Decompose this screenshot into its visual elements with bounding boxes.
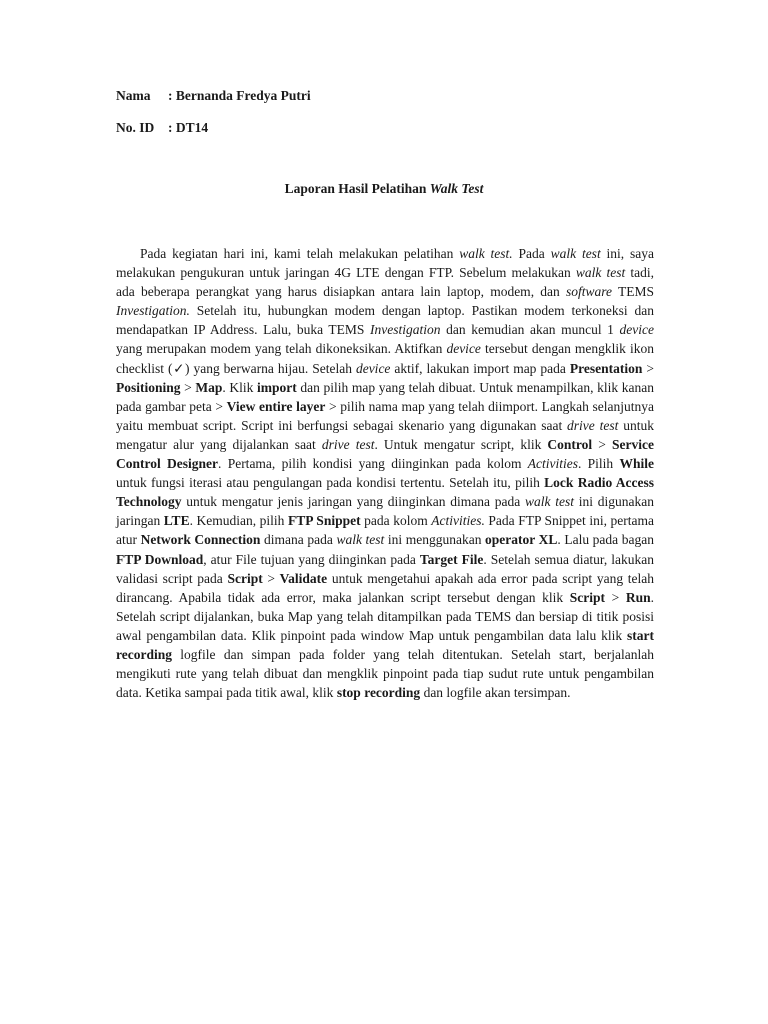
paragraph-run: > [605,589,626,605]
paragraph-run: . Pilih [578,456,620,472]
paragraph-run: untuk mengatur alur yang dijalankan saat [116,417,654,452]
paragraph-run: Positioning [116,379,181,395]
id-label: No. ID [116,120,155,135]
paragraph-run: software [566,284,613,300]
paragraph-run: , atur File tujuan yang diinginkan pada [203,551,420,567]
paragraph-run: > [180,379,196,395]
id-value: : DT14 [168,120,209,135]
paragraph-run: untuk fungsi iterasi atau pengulangan pada kondisi tertentu. Setelah itu, pilih [116,475,545,491]
paragraph-run: stop recording [336,685,421,701]
paragraph-run: walk test [524,494,574,510]
paragraph-run: dan kemudian akan muncul 1 [440,322,620,338]
paragraph-run: TEMS [612,284,654,300]
paragraph-run: Activities. [431,513,485,529]
paragraph-run: pada kolom [360,513,432,529]
paragraph-run: Setelah itu, hubungkan modem dengan laptop. Pastikan modem terkoneksi dan mendapatkan IP Address. Lalu, buka TEMS [116,303,654,338]
paragraph-run: untuk mengetahui apakah ada error pada script yang telah dirancang. Apabila tidak ada error, maka jalankan script tersebut dengan klik [116,570,654,605]
paragraph-run: Validate [279,570,328,586]
paragraph-run: operator XL [485,532,558,548]
paragraph-run: tadi, ada beberapa perangkat yang harus disiapkan antara lain laptop, modem, dan [116,265,655,300]
paragraph-run: dan logfile akan tersimpan. [420,685,571,701]
paragraph-run: ini menggunakan [384,532,486,548]
paragraph-run: View entire layer [226,398,326,414]
paragraph-run: yang merupakan modem yang telah dikoneksikan. Aktifkan [116,341,447,357]
paragraph-run: device [446,341,481,357]
paragraph-run: import [257,379,297,395]
paragraph-run: Lock Radio Access Technology [116,475,654,510]
body-paragraph [116,244,654,702]
paragraph-run: . Kemudian, pilih [189,513,288,529]
paragraph-run: Script [227,570,263,586]
paragraph-run: walk test [575,265,626,281]
paragraph-run: LTE [163,513,190,529]
name-value: : Bernanda Fredya Putri [168,88,311,103]
paragraph-run: > [592,436,612,452]
paragraph-run: Pada kegiatan hari ini, kami telah melakukan pelatihan [140,246,460,261]
paragraph-run: Target File [419,551,484,567]
paragraph-run: > [262,570,280,586]
paragraph-run: . Klik [222,379,258,395]
paragraph-run: Presentation [569,360,643,376]
paragraph-run: Investigation. [116,303,190,319]
paragraph-run: . Setelah script dijalankan, buka Map yang telah ditampilkan pada TEMS dan bersiap di titik posisi awal pengambilan data. Klik pinpoint pada window Map untuk pengambilan data lalu klik [116,589,654,643]
paragraph-run: device [619,322,654,338]
title-italic: Walk Test [429,181,484,196]
paragraph-run: Control [547,436,593,452]
paragraph-run: . Lalu pada bagan [557,532,654,548]
paragraph-run: aktif, lakukan import map pada [390,360,570,376]
paragraph-run: drive test [321,436,375,452]
paragraph-run: Activities [527,456,579,472]
paragraph-run: Pada FTP Snippet ini, pertama atur [116,513,654,548]
paragraph-run: Investigation [370,322,441,338]
paragraph-run: Pada [512,246,551,261]
paragraph-run: . Setelah semua diatur, lakukan validasi script pada [116,551,654,586]
paragraph-run: dan pilih map yang telah dibuat. Untuk menampilkan, klik kanan pada gambar peta > [116,379,654,414]
paragraph-run: > [642,360,654,376]
paragraph-run: logfile dan simpan pada folder yang telah ditentukan. Setelah start, berjalanlah mengikuti rute yang telah dibuat dan mengklik pinpoint pada tiap sudut rute untuk pengambilan data. Ketika sampai pada titik awal, klik [116,646,654,701]
paragraph-run: Script [569,589,606,605]
paragraph-run: ini, saya melakukan pengukuran untuk jaringan 4G LTE dengan FTP. Sebelum melakukan [116,246,654,281]
paragraph-run: Service Control Designer [116,436,654,472]
paragraph-run: FTP Snippet [288,513,361,529]
name-line [116,88,311,104]
paragraph-run: walk test [550,246,601,261]
paragraph-run: start recording [116,627,654,662]
title-prefix: Laporan Hasil Pelatihan [284,181,430,196]
paragraph-run: FTP Download [116,551,204,567]
id-line [116,120,208,136]
paragraph-run: untuk mengatur jenis jaringan yang diinginkan dimana pada [181,494,525,510]
paragraph-run: . Pertama, pilih kondisi yang diinginkan pada kolom [218,456,528,472]
paragraph-run: dimana pada [260,532,337,548]
paragraph-run: walk test [336,532,385,548]
paragraph-run: Map [195,379,223,395]
paragraph-run: Network Connection [140,532,261,548]
paragraph-run: Run [625,589,651,605]
paragraph-run: device [355,360,391,376]
paragraph-run: While [619,456,654,472]
paragraph-run: tersebut dengan mengklik ikon checklist (✓) yang berwarna hijau. Setelah [116,341,655,376]
paragraph-run: walk test. [459,246,513,261]
paragraph-run: . Untuk mengatur script, klik [374,436,548,452]
name-label: Nama [116,88,151,103]
document-title [0,181,768,197]
paragraph-run: > pilih nama map yang telah diimport. Langkah selanjutnya yaitu membuat script. Script ini berfungsi sebagai skenario yang digunakan saat [116,398,655,433]
paragraph-run: drive test [567,417,619,433]
paragraph-run: ini digunakan jaringan [116,494,654,529]
